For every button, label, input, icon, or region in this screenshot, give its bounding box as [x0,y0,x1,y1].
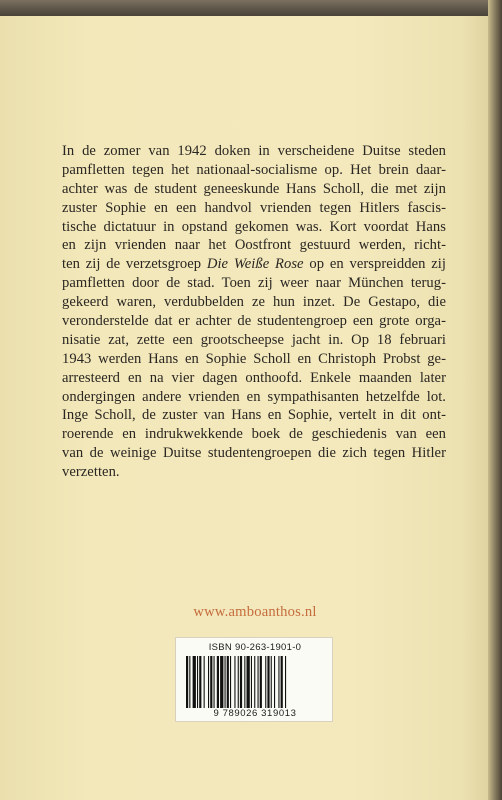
barcode-bar [220,656,223,708]
blurb-text [62,142,446,482]
cover-top-edge [0,0,502,16]
barcode-bars [186,656,324,710]
blurb-line: achter was de student geneeskunde Hans Scholl, die met zijn [62,180,446,197]
barcode-bar [260,656,262,708]
blurb-line: pamfletten door de stad. Toen zij weer naar München terug- [62,275,446,292]
barcode-bar [254,656,255,708]
blurb-line: veronderstelde dat er achter de studentengroep een grote orga- [62,313,446,330]
barcode-digits: 9 789026 319013 [213,708,297,719]
barcode-bar [197,656,198,708]
barcode-bar [274,656,275,708]
barcode-bar [204,656,205,708]
barcode-bar [271,656,272,708]
barcode-bar [225,656,226,708]
isbn-text: ISBN 90-263-1901-0 [208,642,302,653]
barcode-bar [281,656,283,708]
blurb-line: In de zomer van 1942 doken in verscheidene Duitse steden [62,143,446,159]
blurb-line: verzetten. [62,464,120,481]
blurb-line: en zijn vrienden naar het Oostfront gestuurd werden, richt- [62,237,446,254]
barcode-bar [247,656,250,708]
blurb-line: van de weinige Duitse studentengroepen die zich tegen Hitler [62,445,446,462]
barcode-bar [285,656,286,708]
barcode-bar [217,656,219,708]
barcode-label [175,637,333,722]
barcode-bar [278,656,279,708]
book-title-italic: Die Weiße Rose [206,256,304,273]
blurb-line: arresteerd en na vier dagen onthoofd. Enkele maanden later [62,369,446,386]
blurb-line: 1943 werden Hans en Sophie Scholl en Christoph Probst ge- [62,350,446,367]
barcode-bar [251,656,252,708]
blurb-line-part: op en verspreidden zij [309,256,446,273]
blurb-line: Inge Scholl, de zuster van Hans en Sophie, vertelt in dit ont- [62,407,446,424]
blurb-line: tische dictatuur in opstand gekomen was. Kort voordat Hans [62,218,446,235]
barcode-bar [193,656,196,708]
barcode-bar [238,656,239,708]
barcode-bar [240,656,242,708]
blurb-line: gekeerd waren, verdubbelden ze hun inzet. De Gestapo, die [62,294,446,311]
barcode-bar [265,656,266,708]
blurb-line: ondergingen andere vrienden en sympathisanten hetzelfde lot. [62,388,446,405]
barcode-bar [267,656,269,708]
cover-spine-edge [488,0,502,800]
blurb-line-part: ten zij de verzetsgroep [62,256,207,273]
barcode-bar [208,656,209,708]
barcode-bar [234,656,235,708]
publisher-url: www.amboanthos.nl [193,604,317,620]
blurb-line: zuster Sophie en een handvol vrienden tegen Hitlers fascis- [62,199,446,216]
blurb-line: nisatie zat, zette een grootscheepse jacht in. Op 18 februari [62,331,446,348]
barcode-bar [199,656,201,708]
blurb-line: roerende en indrukwekkende boek de geschiedenis van een [62,426,446,443]
blurb-line-with-title [62,255,446,274]
barcode-bar [186,656,188,708]
barcode-bar [210,656,212,708]
blurb-line: pamfletten tegen het nationaal-socialisme op. Het brein daar- [62,161,446,178]
barcode-bar [244,656,245,708]
barcode-bar [214,656,215,708]
barcode-bar [258,656,259,708]
barcode-bar [189,656,190,708]
barcode-bar [227,656,229,708]
barcode-bar [230,656,231,708]
